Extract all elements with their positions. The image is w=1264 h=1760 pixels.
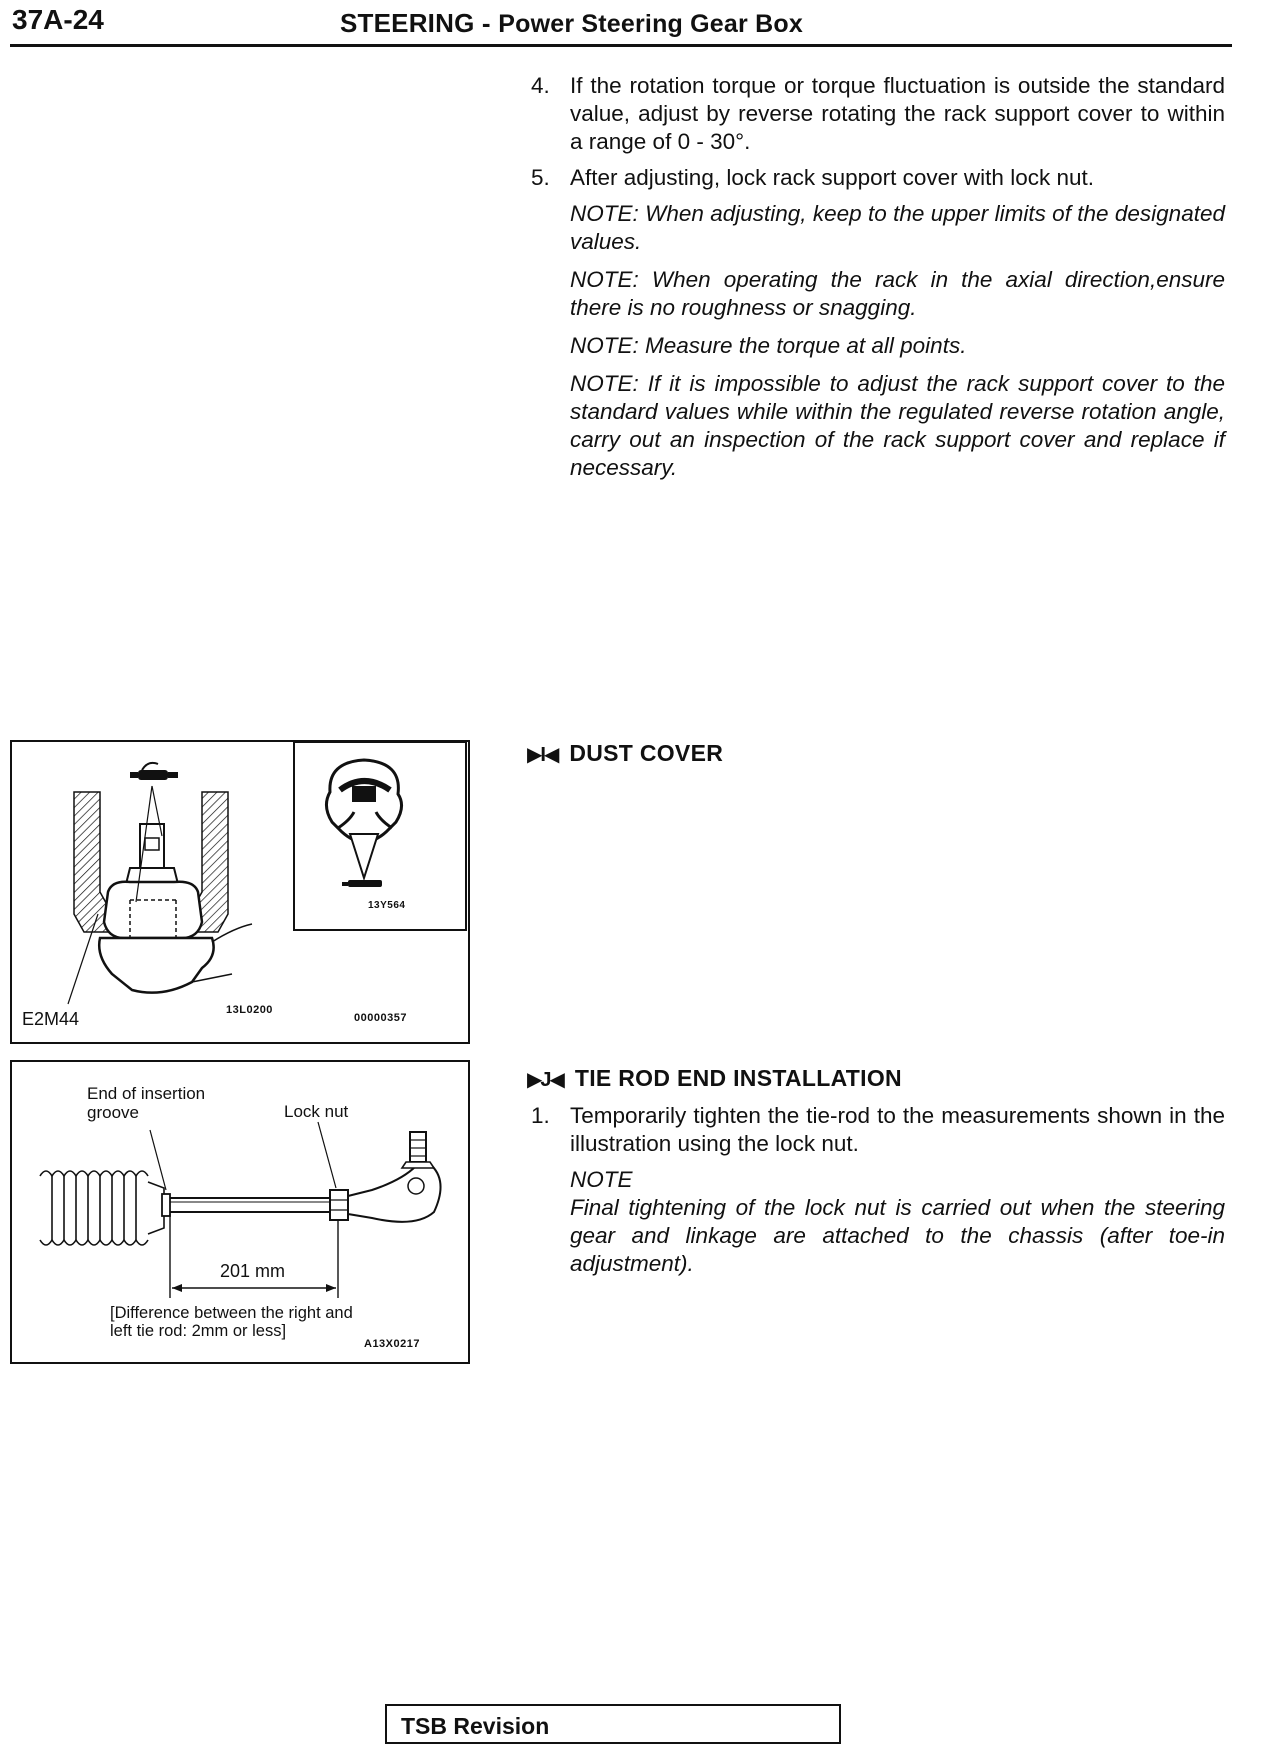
page-title [340, 8, 803, 39]
dust-cover-heading [527, 740, 723, 767]
tie-rod-note-text: Final tightening of the lock nut is carried out when the steering gear and linkage are attached to the chassis (after toe-in adjustment). [570, 1195, 1225, 1276]
heading-text: TIE ROD END INSTALLATION [574, 1065, 902, 1091]
figure-code-main: 13L0200 [226, 1004, 273, 1016]
label-end-of-insertion-groove: End of insertion groove [87, 1084, 206, 1122]
note-measure-torque: NOTE: Measure the torque at all points. [570, 333, 967, 358]
step-text: If the rotation torque or torque fluctuation is outside the standard value, adjust by reverse rotating the rack support cover to within a range of 0 - 30°. [570, 73, 1225, 154]
step-text: Temporarily tighten the tie-rod to the measurements shown in the illustration using the lock nut. [570, 1103, 1225, 1156]
inset-dust-cover-detail [326, 760, 401, 887]
dimension-201mm: 201 mm [220, 1261, 286, 1281]
section-subtitle: Power Steering Gear Box [498, 10, 803, 38]
grease-tube-icon [130, 763, 178, 780]
tsb-revision-box [385, 1704, 841, 1744]
step-5 [525, 164, 1225, 192]
step-number: 5. [531, 165, 550, 190]
page-section-number: 37A-24 [12, 4, 104, 35]
section-title: STEERING - [340, 8, 499, 38]
figure-code-tie-rod: A13X0217 [364, 1338, 420, 1350]
note-inspection: NOTE: If it is impossible to adjust the rack support cover to the standard values while within the regulated reverse rotation angle, carry out an inspection of the rack support cover and replace if necessary. [570, 371, 1225, 480]
note-upper-limits: NOTE: When adjusting, keep to the upper limits of the designated values. [570, 201, 1225, 254]
tie-rod-note-label: NOTE [570, 1167, 633, 1192]
procedure-steps-top [525, 72, 1225, 482]
bellows-boot [40, 1171, 164, 1245]
dust-cover-illustration [12, 742, 468, 1042]
step-number: 4. [531, 73, 550, 98]
section-marker: ▶J◀ [527, 1069, 563, 1091]
dust-cover-figure [10, 740, 470, 1044]
label-lock-nut: Lock nut [284, 1102, 349, 1121]
step-4 [525, 72, 1225, 156]
note-axial-direction: NOTE: When operating the rack in the axial direction,ensure there is no roughness or snagging. [570, 267, 1225, 320]
tie-rod-figure [10, 1060, 470, 1364]
heading-text: DUST COVER [569, 740, 724, 766]
step-number: 1. [531, 1103, 550, 1128]
tsb-revision-label: TSB Revision [401, 1713, 550, 1739]
tie-rod-heading [527, 1065, 902, 1092]
header-rule [10, 44, 1232, 47]
tie-rod-procedure [525, 1102, 1225, 1278]
section-marker: ▶I◀ [527, 744, 558, 766]
part-label-e2m44: E2M44 [22, 1009, 80, 1029]
label-difference-note: [Difference between the right and left tie rod: 2mm or less] [110, 1304, 353, 1340]
figure-code-inset: 13Y564 [368, 900, 406, 911]
figure-code-ref: 00000357 [354, 1012, 407, 1024]
step-text: After adjusting, lock rack support cover with lock nut. [570, 165, 1094, 190]
tie-rod-step-1 [525, 1102, 1225, 1158]
